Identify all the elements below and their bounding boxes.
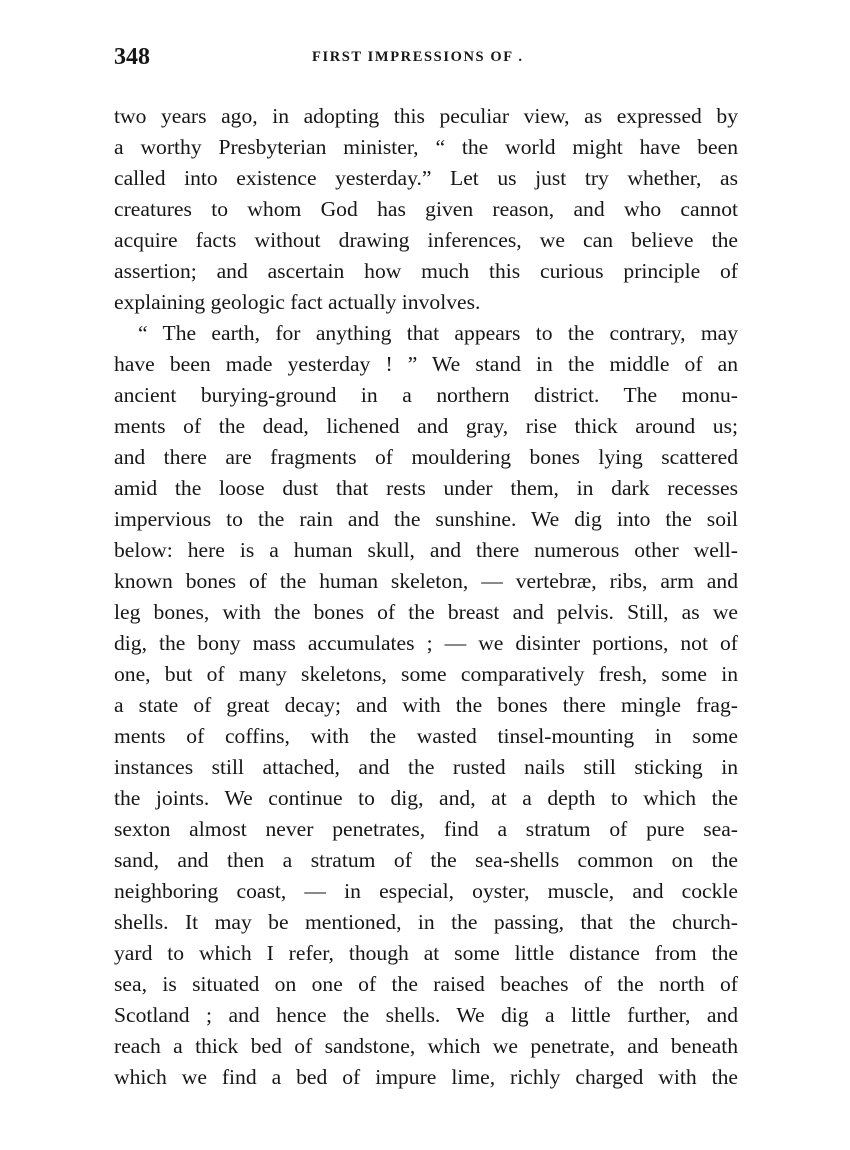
text-line: shells. It may be mentioned, in the passing, that the church-: [114, 910, 738, 934]
page-number: 348: [114, 44, 150, 70]
text-line: a worthy Presbyterian minister, “ the world might have been: [114, 135, 738, 159]
text-line: acquire facts without drawing inferences, we can believe the: [114, 228, 738, 252]
text-line: known bones of the human skeleton, — vertebræ, ribs, arm and: [114, 569, 738, 593]
text-line: two years ago, in adopting this peculiar view, as expressed by: [114, 104, 738, 128]
text-line: sand, and then a stratum of the sea-shells common on the: [114, 848, 738, 872]
text-line: ments of the dead, lichened and gray, rise thick around us;: [114, 414, 738, 438]
text-line: below: here is a human skull, and there numerous other well-: [114, 538, 738, 562]
text-line: ancient burying-ground in a northern district. The monu-: [114, 383, 738, 407]
text-line: dig, the bony mass accumulates ; — we disinter portions, not of: [114, 631, 738, 655]
text-line: which we find a bed of impure lime, richly charged with the: [114, 1065, 738, 1089]
text-line: sea, is situated on one of the raised beaches of the north of: [114, 972, 738, 996]
text-line: creatures to whom God has given reason, and who cannot: [114, 197, 738, 221]
running-title: FIRST IMPRESSIONS OF .: [312, 49, 524, 65]
text-line: one, but of many skeletons, some comparatively fresh, some in: [114, 662, 738, 686]
text-line: reach a thick bed of sandstone, which we penetrate, and beneath: [114, 1034, 738, 1058]
body-text: [114, 101, 738, 1093]
running-head: [114, 42, 674, 76]
text-line: ments of coffins, with the wasted tinsel-mounting in some: [114, 724, 738, 748]
text-line: leg bones, with the bones of the breast and pelvis. Still, as we: [114, 600, 738, 624]
text-line: Scotland ; and hence the shells. We dig a little further, and: [114, 1003, 738, 1027]
text-line: and there are fragments of mouldering bones lying scattered: [114, 445, 738, 469]
text-line: sexton almost never penetrates, find a stratum of pure sea-: [114, 817, 738, 841]
text-line: explaining geologic fact actually involves.: [114, 290, 481, 314]
text-line: have been made yesterday ! ” We stand in the middle of an: [114, 352, 738, 376]
text-line: assertion; and ascertain how much this curious principle of: [114, 259, 738, 283]
text-line: impervious to the rain and the sunshine. We dig into the soil: [114, 507, 738, 531]
text-line: called into existence yesterday.” Let us just try whether, as: [114, 166, 738, 190]
text-line: the joints. We continue to dig, and, at a depth to which the: [114, 786, 738, 810]
text-line: neighboring coast, — in especial, oyster, muscle, and cockle: [114, 879, 738, 903]
text-line: yard to which I refer, though at some little distance from the: [114, 941, 738, 965]
text-line: amid the loose dust that rests under them, in dark recesses: [114, 476, 738, 500]
text-line: a state of great decay; and with the bones there mingle frag-: [114, 693, 738, 717]
text-line: instances still attached, and the rusted nails still sticking in: [114, 755, 738, 779]
paragraph-first-line: “ The earth, for anything that appears to the contrary, may: [138, 321, 738, 345]
